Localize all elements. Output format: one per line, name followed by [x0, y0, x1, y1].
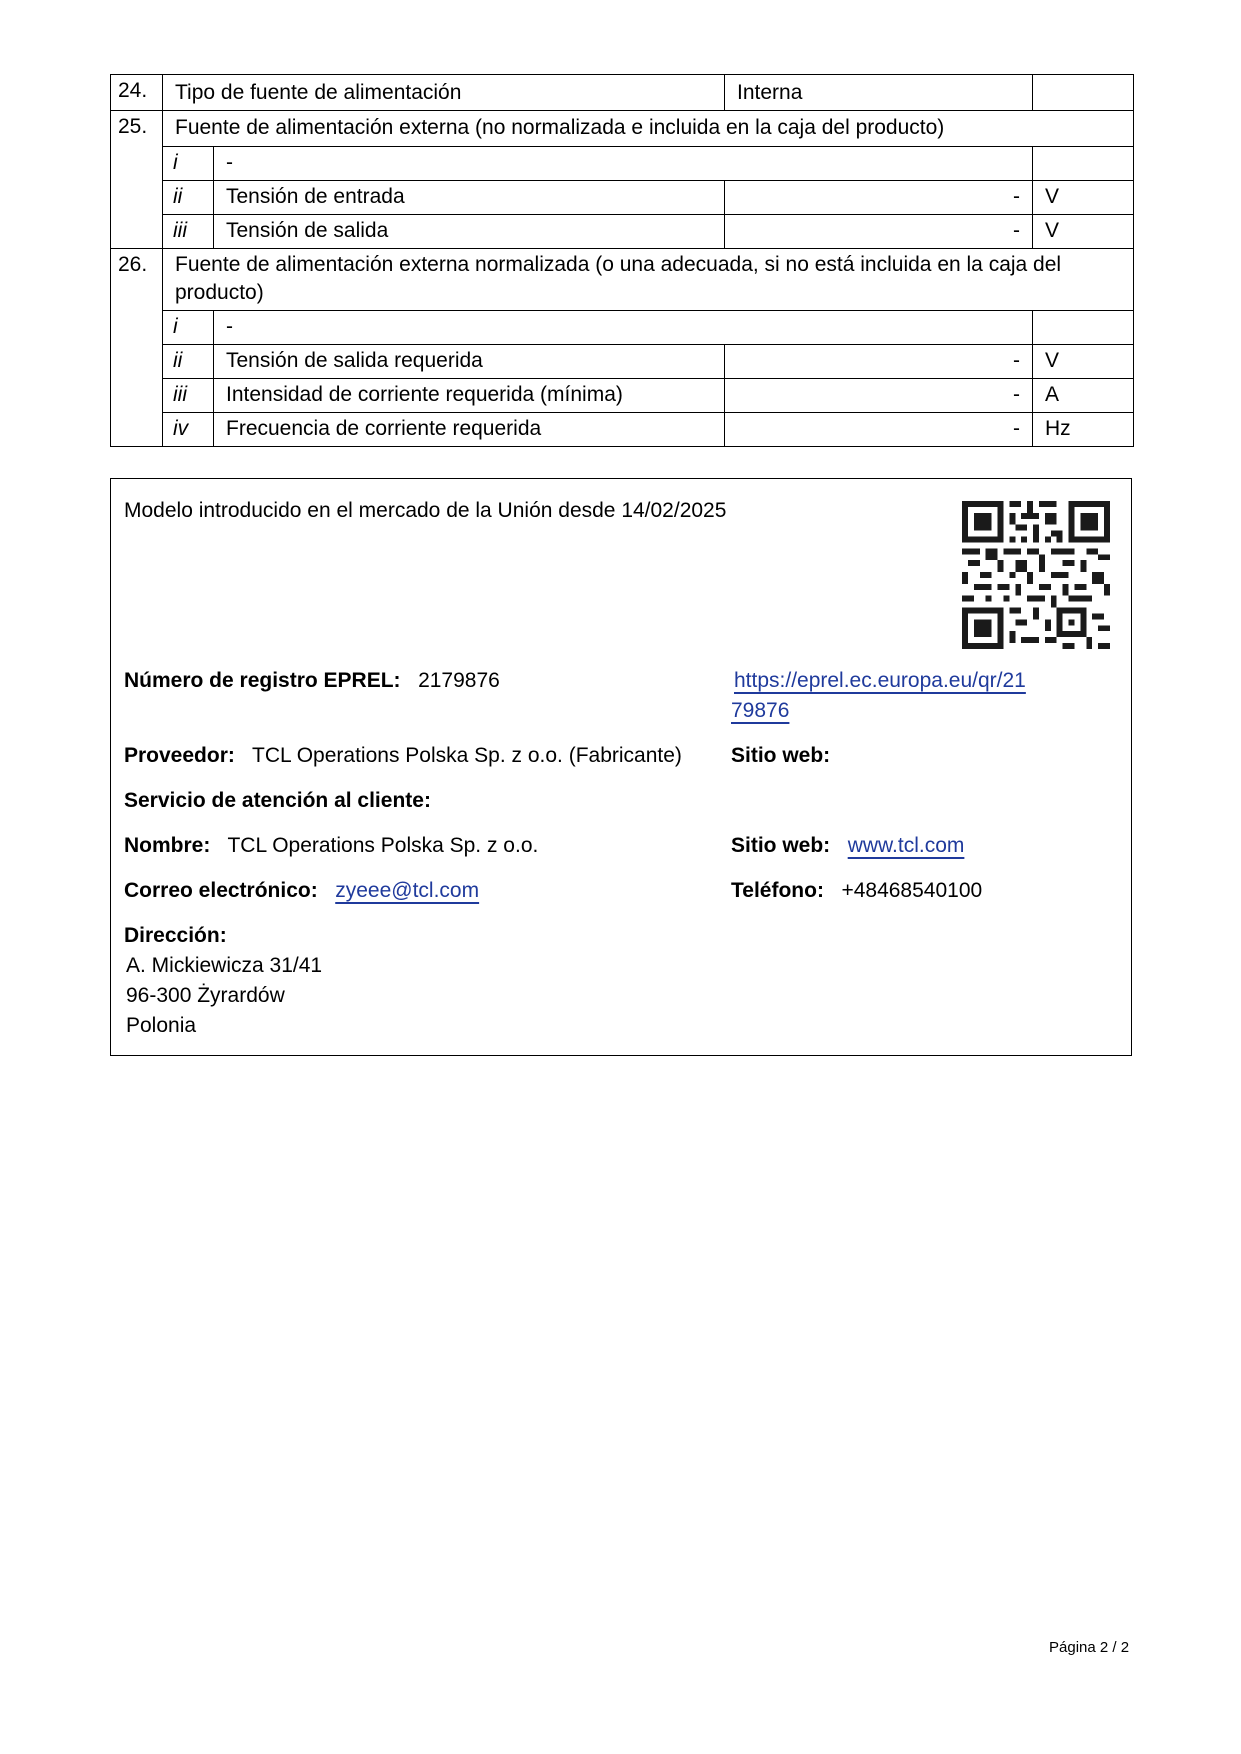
- sub-index: i: [163, 310, 214, 344]
- market-intro-text: Modelo introducido en el mercado de la Unión desde 14/02/2025: [124, 499, 727, 522]
- sub-index: iii: [163, 214, 214, 248]
- table-row: [111, 180, 1134, 214]
- qr-code-icon[interactable]: [962, 501, 1110, 649]
- sub-value: -: [725, 214, 1033, 248]
- sub-label: Tensión de entrada: [214, 180, 725, 214]
- table-row: [111, 378, 1134, 412]
- table-row: [111, 214, 1134, 248]
- sub-label: -: [214, 146, 1033, 180]
- row-label: Fuente de alimentación externa normalizada (o una adecuada, si no está incluida en la caja del producto): [163, 248, 1134, 310]
- sub-label: Intensidad de corriente requerida (mínima): [214, 378, 725, 412]
- row-unit: [1033, 146, 1134, 180]
- supplier-label: Proveedor:: [124, 744, 235, 767]
- sub-index: iv: [163, 412, 214, 446]
- website-label: Sitio web:: [731, 834, 831, 857]
- email-label: Correo electrónico:: [124, 879, 318, 902]
- phone-row: [731, 876, 982, 906]
- sub-unit: V: [1033, 214, 1134, 248]
- row-label: Tipo de fuente de alimentación: [163, 75, 725, 111]
- supplier-value: TCL Operations Polska Sp. z o.o. (Fabricante): [252, 744, 682, 767]
- table-row: [111, 344, 1134, 378]
- row-value: Interna: [725, 75, 1033, 111]
- sub-value: -: [725, 344, 1033, 378]
- supplier-website-label: Sitio web:: [731, 744, 831, 767]
- row-unit: [1033, 310, 1134, 344]
- table-row: [111, 412, 1134, 446]
- website-link[interactable]: www.tcl.com: [847, 834, 965, 857]
- sub-unit: A: [1033, 378, 1134, 412]
- eprel-link[interactable]: https://eprel.ec.europa.eu/qr/21: [734, 669, 1026, 692]
- sub-unit: Hz: [1033, 412, 1134, 446]
- table-row: [111, 146, 1134, 180]
- email-link[interactable]: zyeee@tcl.com: [335, 879, 480, 902]
- row-label: Fuente de alimentación externa (no normalizada e incluida en la caja del producto): [163, 111, 1134, 147]
- sub-index: ii: [163, 344, 214, 378]
- sub-value: -: [725, 378, 1033, 412]
- table-row: [111, 111, 1134, 147]
- customer-service-heading: Servicio de atención al cliente:: [124, 789, 431, 812]
- sub-label: Tensión de salida requerida: [214, 344, 725, 378]
- name-value: TCL Operations Polska Sp. z o.o.: [227, 834, 539, 857]
- row-number: 25.: [111, 111, 163, 147]
- email-row: [124, 876, 479, 906]
- address-line-1: A. Mickiewicza 31/41: [126, 954, 323, 977]
- address-line-2: 96-300 Żyrardów: [126, 984, 285, 1007]
- table-row: [111, 75, 1134, 111]
- name-row: [124, 831, 538, 861]
- website-row: [731, 831, 964, 861]
- supplier-row: [124, 741, 682, 771]
- name-label: Nombre:: [124, 834, 211, 857]
- sub-unit: V: [1033, 344, 1134, 378]
- sub-unit: V: [1033, 180, 1134, 214]
- row-unit: [1033, 75, 1134, 111]
- table-row: [111, 248, 1134, 310]
- eprel-link-continued[interactable]: 79876: [731, 699, 790, 722]
- address-label: Dirección:: [124, 924, 227, 947]
- sub-index: i: [163, 146, 214, 180]
- phone-label: Teléfono:: [731, 879, 824, 902]
- page-number: Página 2 / 2: [1049, 1639, 1130, 1656]
- sub-index: ii: [163, 180, 214, 214]
- eprel-label: Número de registro EPREL:: [124, 669, 401, 692]
- eprel-number: 2179876: [418, 669, 500, 692]
- sub-label: -: [214, 310, 1033, 344]
- sub-label: Frecuencia de corriente requerida: [214, 412, 725, 446]
- row-number: 24.: [111, 75, 163, 111]
- phone-value: +48468540100: [841, 879, 983, 902]
- sub-value: -: [725, 180, 1033, 214]
- row-number: 26.: [111, 248, 163, 310]
- sub-index: iii: [163, 378, 214, 412]
- eprel-row: [124, 666, 500, 696]
- sub-label: Tensión de salida: [214, 214, 725, 248]
- specs-table: [110, 74, 1134, 447]
- table-row: [111, 310, 1134, 344]
- sub-value: -: [725, 412, 1033, 446]
- address-line-3: Polonia: [126, 1014, 197, 1037]
